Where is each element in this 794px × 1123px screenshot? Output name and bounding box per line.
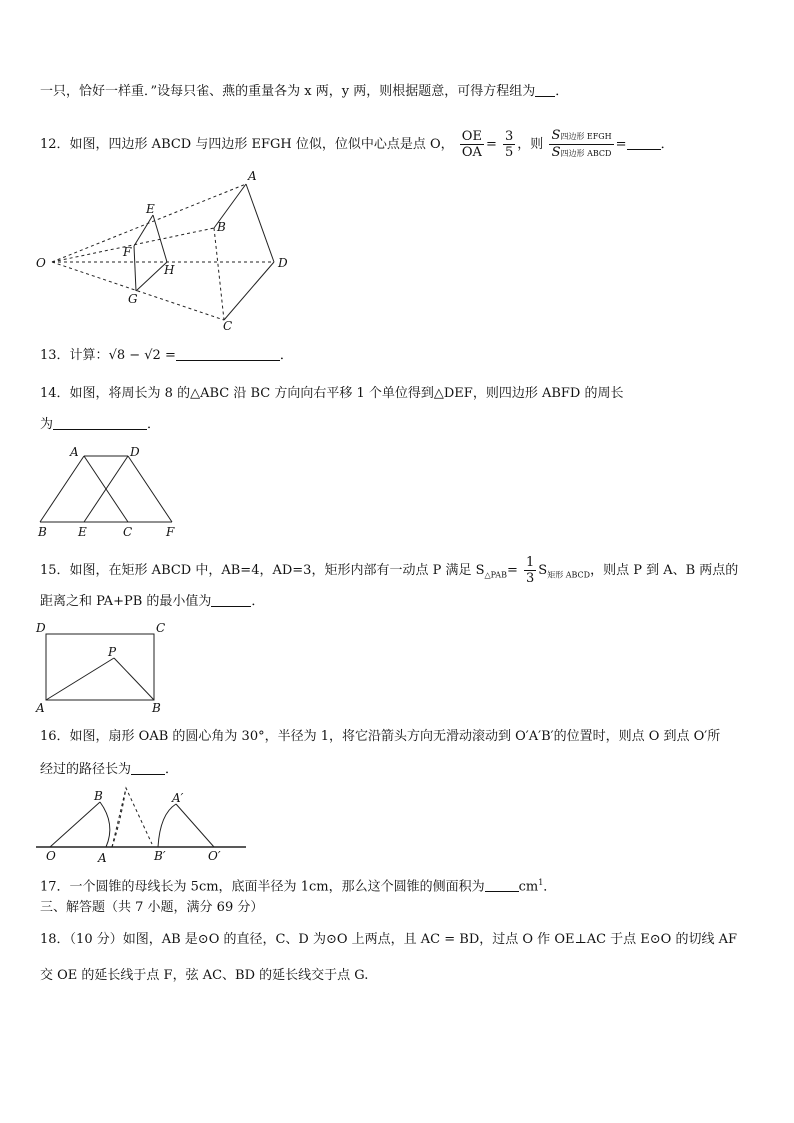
- answer-blank: [627, 135, 661, 150]
- label-O-prime: O′: [208, 849, 221, 863]
- q12-fraction-3-5: [503, 129, 515, 160]
- q12-number: 12．: [40, 137, 70, 152]
- answer-blank: [535, 82, 555, 97]
- label-E: E: [78, 525, 87, 539]
- q15-text-a: 如图，在矩形 ABCD 中，AB=4，AD=3，矩形内部有一动点 P 满足 S: [69, 563, 485, 578]
- frac-numerator: 3: [505, 129, 514, 144]
- label-C: C: [123, 525, 133, 539]
- equals: =: [485, 137, 497, 152]
- label-C: C: [223, 319, 233, 333]
- label-A: A: [36, 701, 45, 714]
- q16-line-1: [40, 727, 754, 747]
- q15-sub-pab: △PAB: [484, 570, 507, 580]
- q15-s: S: [538, 563, 548, 578]
- q18-line-1: [40, 930, 754, 950]
- label-B: B: [152, 701, 161, 714]
- q16-text: 如图，扇形 OAB 的圆心角为 30°，半径为 1，将它沿箭头方向无滑动滚动到 O′A′B′的位置时，则点 O 到点 O′所: [69, 729, 721, 744]
- q16-text2: 经过的路径长为: [40, 762, 132, 777]
- q14-end: ．: [147, 417, 161, 432]
- frac-numerator: OE: [461, 129, 482, 144]
- label-F: F: [123, 245, 132, 259]
- label-A-prime: A′: [172, 791, 184, 805]
- frac-numerator: 1: [526, 555, 535, 570]
- q12-ze: ，则: [517, 137, 544, 152]
- q15-text-b: ，则点 P 到 A、B 两点的: [590, 563, 739, 578]
- label-A: A: [70, 445, 79, 459]
- q14-figure: [32, 444, 182, 540]
- label-D: D: [130, 445, 140, 459]
- q14-text: 如图，将周长为 8 的△ABC 沿 BC 方向向右平移 1 个单位得到△DEF，则四边形 ABFD 的周长: [69, 386, 624, 401]
- q11-line: [40, 82, 754, 102]
- q13-expression: √8 − √2 =: [108, 348, 176, 363]
- q15-line-1: [40, 555, 754, 591]
- q16-end: ．: [165, 762, 179, 777]
- answer-blank: [53, 415, 147, 430]
- q13-line: [40, 346, 754, 366]
- q16-figure: [34, 784, 248, 868]
- section-3-heading: [40, 898, 754, 918]
- label-A: A: [98, 851, 107, 865]
- q12-fraction-oe-oa: [460, 129, 484, 160]
- frac-denominator: 5: [505, 145, 514, 160]
- section-3-title: 三、解答题（共 7 小题，满分 69 分）: [40, 900, 264, 915]
- label-D: D: [278, 256, 288, 270]
- answer-blank: [485, 877, 519, 892]
- equals: =: [615, 137, 627, 152]
- q13-number: 13．: [40, 348, 70, 363]
- q18-number: 18．: [40, 932, 70, 947]
- q12-text: 如图，四边形 ABCD 与四边形 EFGH 位似，位似中心点是点 O，: [69, 137, 454, 152]
- q14-line-2: [40, 415, 754, 435]
- label-H: H: [164, 263, 175, 277]
- label-A: A: [248, 169, 257, 183]
- q17-unit: cm: [518, 879, 539, 895]
- q18-line-2: [40, 966, 754, 986]
- label-O: O: [46, 849, 56, 863]
- label-O: O: [36, 256, 46, 270]
- q12-end: ．: [660, 137, 674, 152]
- frac-denominator: 3: [526, 571, 535, 586]
- frac-denominator: OA: [461, 145, 482, 160]
- label-E: E: [146, 202, 155, 216]
- label-F: F: [166, 525, 175, 539]
- q17-end: ．: [543, 879, 557, 895]
- q13-text: 计算：: [69, 348, 109, 363]
- q11-end: ．: [555, 84, 569, 99]
- q15-end: ．: [251, 594, 265, 609]
- q13-end: ．: [279, 348, 293, 363]
- label-B-prime: B′: [154, 849, 166, 863]
- answer-blank: [211, 592, 251, 607]
- label-B: B: [94, 789, 103, 803]
- label-B: B: [217, 220, 226, 234]
- q18-text: （10 分）如图，AB 是⊙O 的直径，C、D 为⊙O 上两点，且 AC = BD，过点 O 作 OE⊥AC 于点 E⊙O 的切线 AF: [69, 932, 738, 947]
- label-G: G: [128, 292, 138, 306]
- q15-figure: [34, 618, 174, 714]
- answer-blank: [131, 760, 165, 775]
- q14-text2: 为: [40, 417, 54, 432]
- q14-line-1: [40, 384, 754, 404]
- q17-number: 17．: [40, 879, 70, 895]
- answer-blank: [176, 346, 280, 361]
- q17-text: 一个圆锥的母线长为 5cm，底面半径为 1cm，那么这个圆锥的侧面积为: [69, 879, 485, 895]
- q16-line-2: [40, 760, 754, 780]
- label-P: P: [108, 645, 117, 659]
- q17-line: [40, 873, 754, 897]
- q15-number: 15．: [40, 563, 70, 578]
- label-D: D: [36, 621, 46, 635]
- equals: =: [506, 563, 518, 578]
- q14-number: 14．: [40, 386, 70, 401]
- label-B: B: [38, 525, 47, 539]
- q15-line-2: [40, 592, 754, 612]
- q16-number: 16．: [40, 729, 70, 744]
- q18-text2: 交 OE 的延长线于点 F，弦 AC、BD 的延长线交于点 G.: [40, 968, 369, 983]
- q15-sub-rect: 矩形 ABCD: [547, 570, 591, 580]
- q12-line: [40, 128, 754, 161]
- q17-superscript: 1: [538, 878, 544, 887]
- q12-area-ratio: $\frac{\text{S四边形 EFGH}}{\text{S四边形 ABCD}}$: [551, 128, 612, 160]
- label-C: C: [156, 621, 166, 635]
- q15-fraction: [524, 555, 536, 586]
- q15-text2: 距离之和 PA+PB 的最小值为: [40, 594, 212, 609]
- q11-text: 一只，恰好一样重．”设每只雀、燕的重量各为 x 两，y 两，则根据题意，可得方程组为: [40, 84, 536, 99]
- q12-figure: [30, 168, 300, 336]
